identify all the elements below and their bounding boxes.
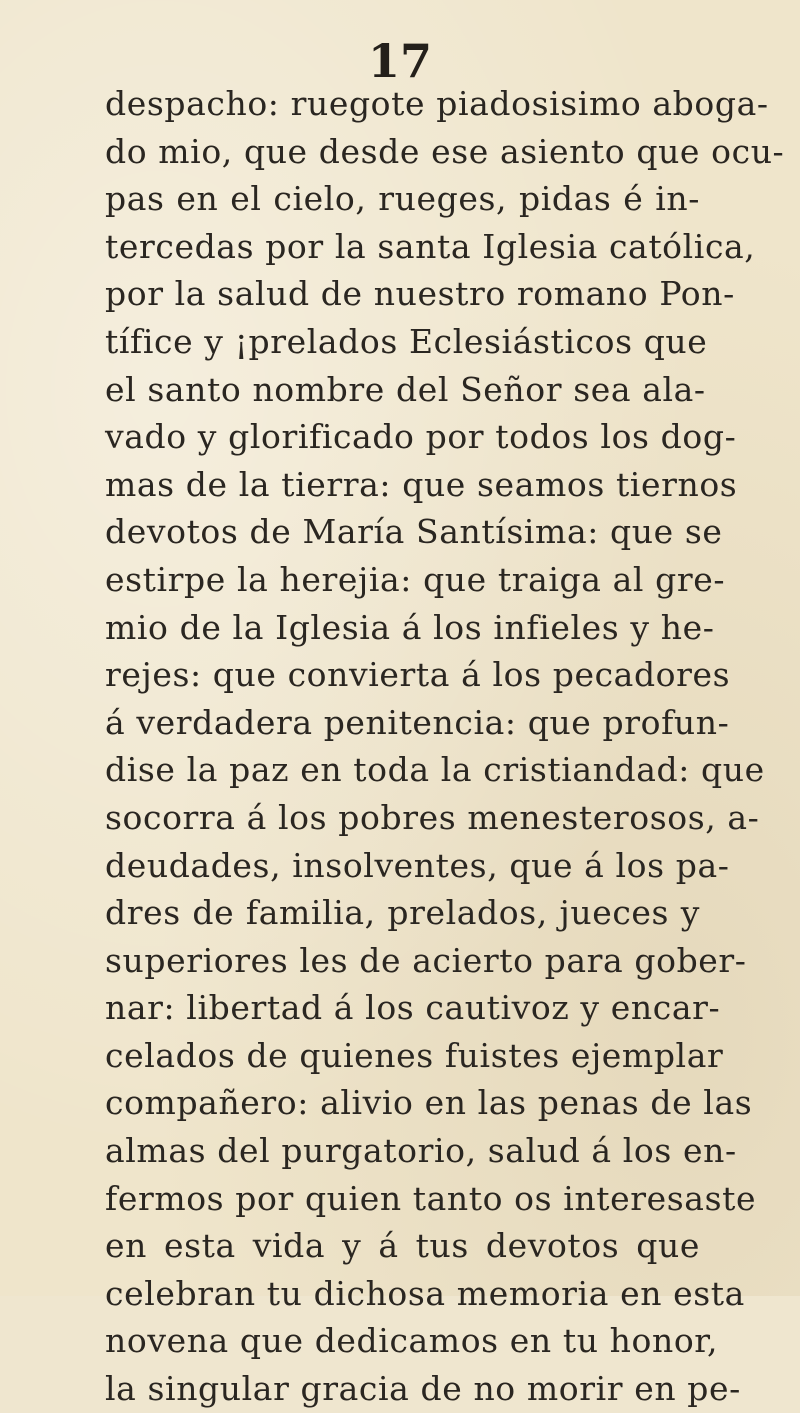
text-line: deudades, insolventes, que á los pa-: [105, 845, 730, 885]
text-line: á verdadera penitencia: que profun-: [105, 702, 730, 742]
text-line: tífice y ¡prelados Eclesiásticos que: [105, 321, 708, 361]
text-line: mas de la tierra: que seamos tiernos: [105, 464, 738, 504]
text-line: nar: libertad á los cautivoz y encar-: [105, 988, 721, 1028]
text-line: en esta vida y á tus devotos que: [105, 1226, 700, 1266]
text-line: despacho: ruegote piadosisimo aboga-: [105, 84, 769, 123]
text-line: estirpe la herejia: que traiga al gre-: [105, 559, 726, 599]
text-line: compañero: alivio en las penas de las: [105, 1083, 753, 1123]
text-line: el santo nombre del Señor sea ala-: [105, 369, 706, 409]
text-line: novena que dedicamos en tu honor,: [105, 1321, 719, 1361]
text-line: do mio, que desde ese asiento que ocu-: [105, 131, 785, 171]
text-line: mio de la Iglesia á los infieles y he-: [105, 607, 715, 647]
text-line: por la salud de nuestro romano Pon-: [105, 274, 735, 314]
text-line: socorra á los pobres menesterosos, a-: [105, 797, 760, 837]
text-line: almas del purgatorio, salud á los en-: [105, 1131, 737, 1171]
text-line: vado y glorificado por todos los dog-: [105, 417, 737, 457]
text-line: dres de familia, prelados, jueces y: [105, 893, 700, 933]
text-line: la singular gracia de no morir en pe-: [105, 1369, 741, 1409]
text-line: tercedas por la santa Iglesia católica,: [105, 226, 756, 266]
text-line: rejes: que convierta á los pecadores: [105, 655, 731, 695]
text-line: superiores les de acierto para gober-: [105, 940, 747, 980]
text-line: devotos de María Santísima: que se: [105, 512, 723, 552]
text-line: pas en el cielo, rueges, pidas é in-: [105, 179, 700, 219]
text-line: fermos por quien tanto os interesaste: [105, 1178, 757, 1218]
text-line: celados de quienes fuistes ejemplar: [105, 1035, 724, 1075]
body-text: [105, 80, 785, 1413]
text-line: celebran tu dichosa memoria en esta: [105, 1273, 745, 1313]
text-line: dise la paz en toda la cristiandad: que: [105, 750, 765, 790]
page-number: 17: [367, 34, 432, 88]
